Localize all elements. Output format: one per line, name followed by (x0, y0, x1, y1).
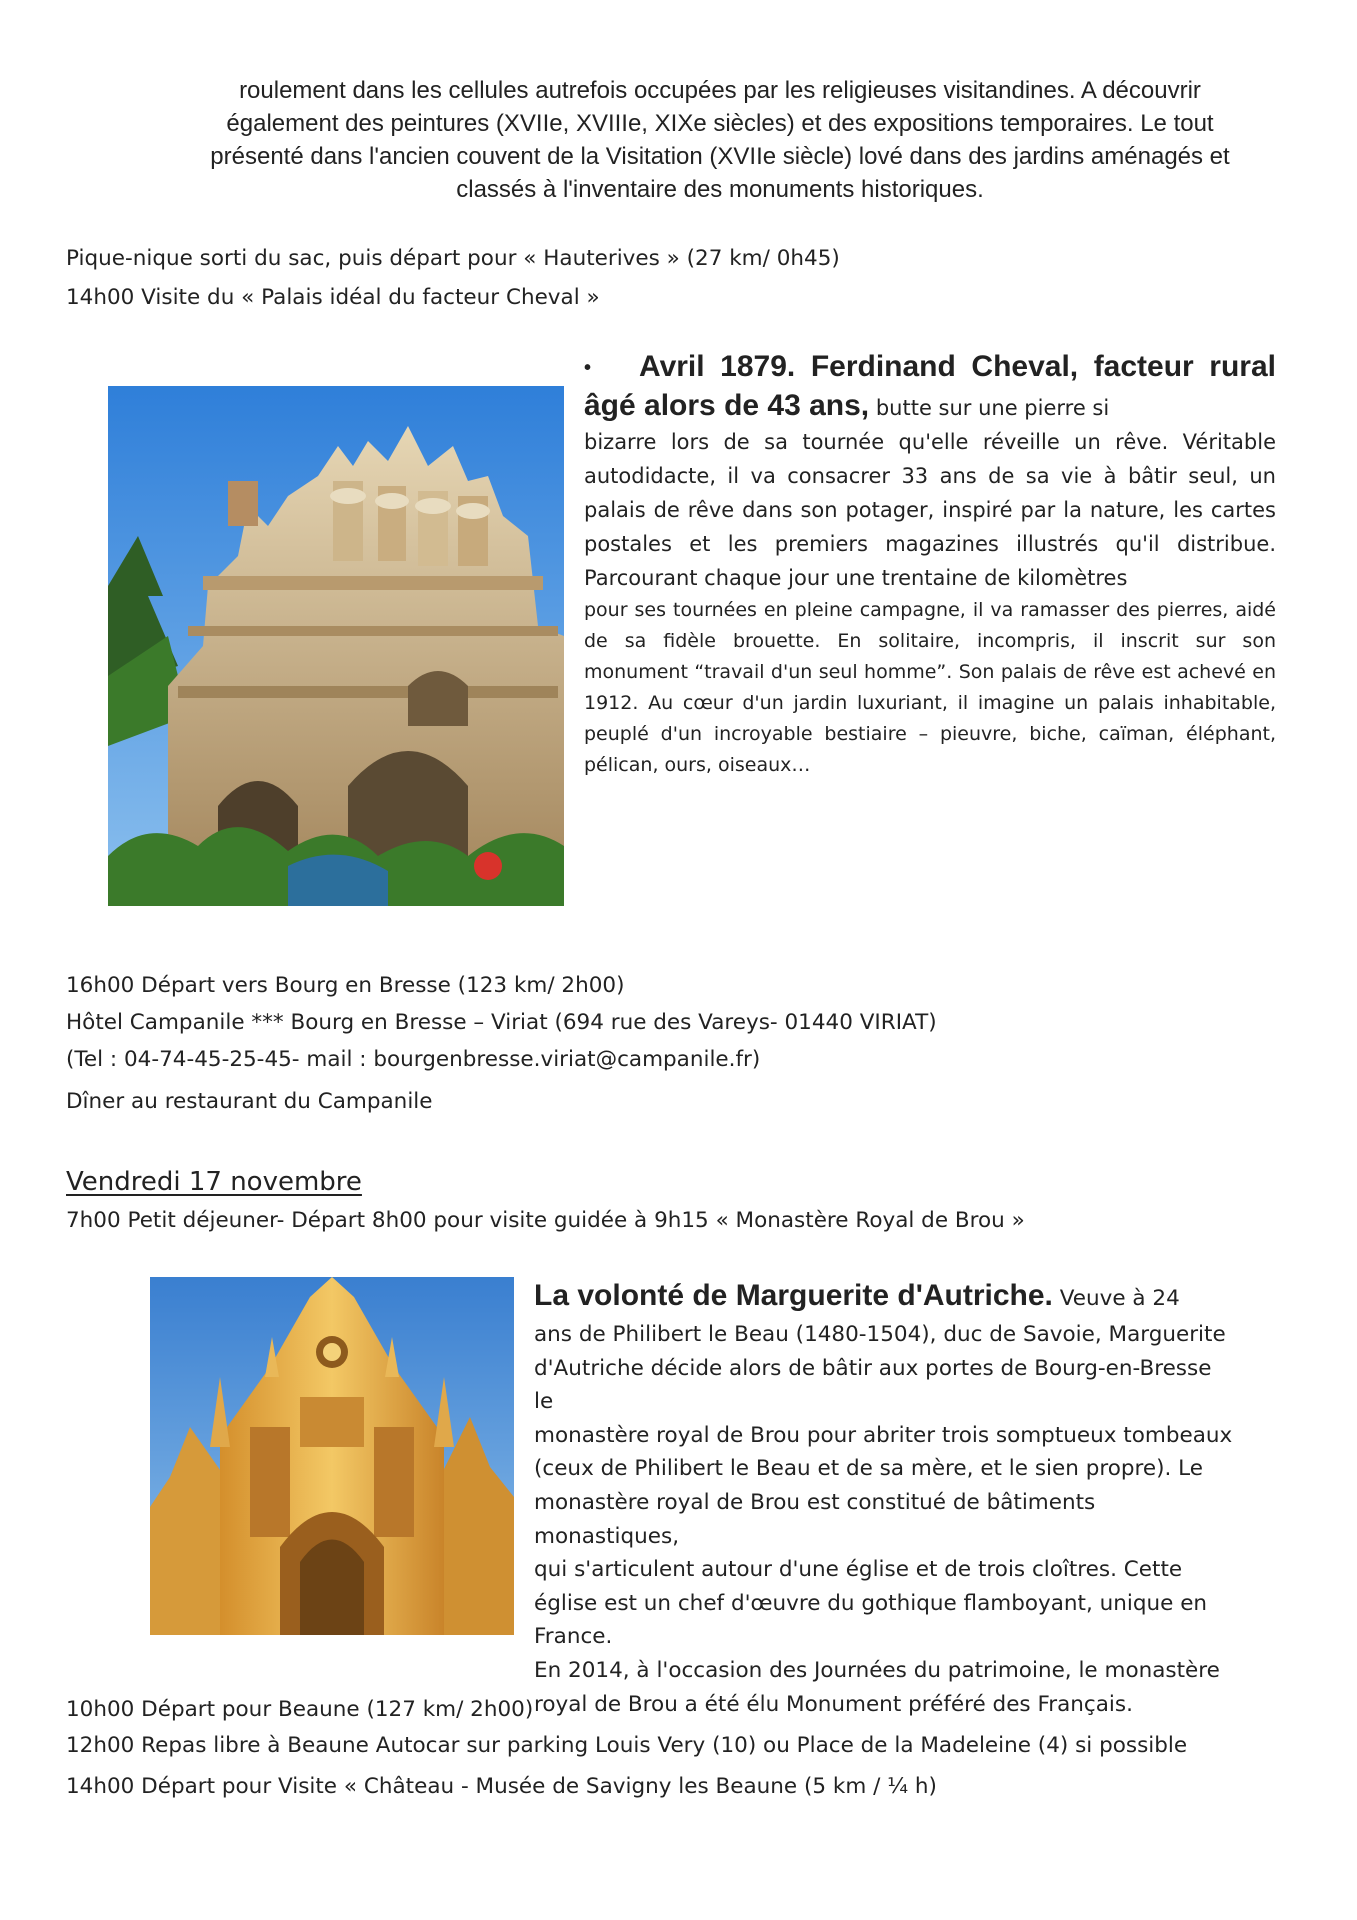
brou-line: (ceux de Philibert le Beau et de sa mère, et le sien propre). Le (534, 1456, 1203, 1482)
cheval-paragraph-small: pour ses tournées en pleine campagne, il va ramasser des pierres, aidé de sa fidèle brouette. En solitaire, incompris, il inscrit sur son monument “travail d'un seul homme”. Son palais de rêve est achevé en 1912. Au cœur d'un jardin luxuriant, il imagine un palais inhabitable, peuplé d'un incroyable bestiaire – pieuvre, biche, caïman, éléphant, pélican, ours, oiseaux… (584, 599, 1276, 777)
brou-heading-rest: Veuve à 24 (1052, 1286, 1180, 1311)
brou-heading (534, 1277, 1234, 1318)
brou-line: d'Autriche décide alors de bâtir aux portes de Bourg-en-Bresse le (534, 1355, 1212, 1415)
intro-line: présenté dans l'ancien couvent de la Visitation (XVIIe siècle) lové dans des jardins aménagés et (210, 143, 1230, 170)
cheval-text-block (584, 348, 1276, 781)
brou-heading-bold: La volonté de Marguerite d'Autriche. (534, 1279, 1053, 1312)
intro-line: classés à l'inventaire des monuments historiques. (456, 176, 984, 203)
palais-ideal-photo (108, 386, 564, 906)
schedule-line: 10h00 Départ pour Beaune (127 km/ 2h00) (66, 1697, 534, 1722)
brou-line: royal de Brou a été élu Monument préféré des Français. (534, 1691, 1133, 1717)
brou-line: monastère royal de Brou pour abriter trois somptueux tombeaux (534, 1422, 1233, 1448)
cheval-paragraph: bizarre lors de sa tournée qu'elle réveille un rêve. Véritable autodidacte, il va consacrer 33 ans de sa vie à bâtir seul, un palais de rêve dans son potager, inspiré par la nature, les cartes postales et les premiers magazines illustrés qu'il distribue. Parcourant chaque jour une trentaine de kilomètres (584, 430, 1276, 591)
cheval-heading (584, 348, 1276, 427)
schedule-line: 14h00 Visite du « Palais idéal du facteur Cheval » (66, 285, 600, 310)
intro-line: roulement dans les cellules autrefois occupées par les religieuses visitandines. A découvrir (239, 77, 1201, 104)
brou-line: monastère royal de Brou est constitué de bâtiments monastiques, (534, 1489, 1096, 1549)
brou-line: En 2014, à l'occasion des Journées du patrimoine, le monastère (534, 1657, 1220, 1683)
brou-paragraph (534, 1318, 1234, 1721)
day-heading: Vendredi 17 novembre (66, 1167, 362, 1197)
brou-line: ans de Philibert le Beau (1480-1504), duc de Savoie, Marguerite (534, 1322, 1226, 1347)
schedule-line: 12h00 Repas libre à Beaune Autocar sur parking Louis Very (10) ou Place de la Madeleine (4) si possible (66, 1733, 1188, 1758)
bullet-icon: • (584, 357, 592, 380)
schedule-line: (Tel : 04-74-45-25-45- mail : bourgenbresse.viriat@campanile.fr) (66, 1047, 761, 1072)
brou-text-block (534, 1277, 1234, 1721)
cheval-heading-bold: Avril 1879. Ferdinand Cheval, facteur rural âgé alors de 43 ans, (584, 350, 1276, 423)
schedule-line: 7h00 Petit déjeuner- Départ 8h00 pour visite guidée à 9h15 « Monastère Royal de Brou » (66, 1208, 1025, 1233)
schedule-line: Hôtel Campanile *** Bourg en Bresse – Viriat (694 rue des Vareys- 01440 VIRIAT) (66, 1010, 937, 1035)
schedule-line: 16h00 Départ vers Bourg en Bresse (123 km/ 2h00) (66, 973, 625, 998)
brou-line: église est un chef d'œuvre du gothique flamboyant, unique en (534, 1590, 1208, 1616)
monastere-brou-photo (150, 1277, 514, 1635)
schedule-line: Dîner au restaurant du Campanile (66, 1089, 433, 1114)
brou-line: France. (534, 1624, 613, 1650)
intro-line: également des peintures (XVIIe, XVIIIe, XIXe siècles) et des expositions temporaires. Le tout (226, 110, 1214, 137)
brou-line: qui s'articulent autour d'une église et de trois cloîtres. Cette (534, 1557, 1183, 1583)
schedule-line: 14h00 Départ pour Visite « Château - Musée de Savigny les Beaune (5 km / ¼ h) (66, 1774, 937, 1799)
schedule-line: Pique-nique sorti du sac, puis départ pour « Hauterives » (27 km/ 0h45) (66, 246, 840, 271)
cheval-heading-rest: butte sur une pierre si (869, 396, 1110, 421)
intro-paragraph (120, 74, 1320, 206)
